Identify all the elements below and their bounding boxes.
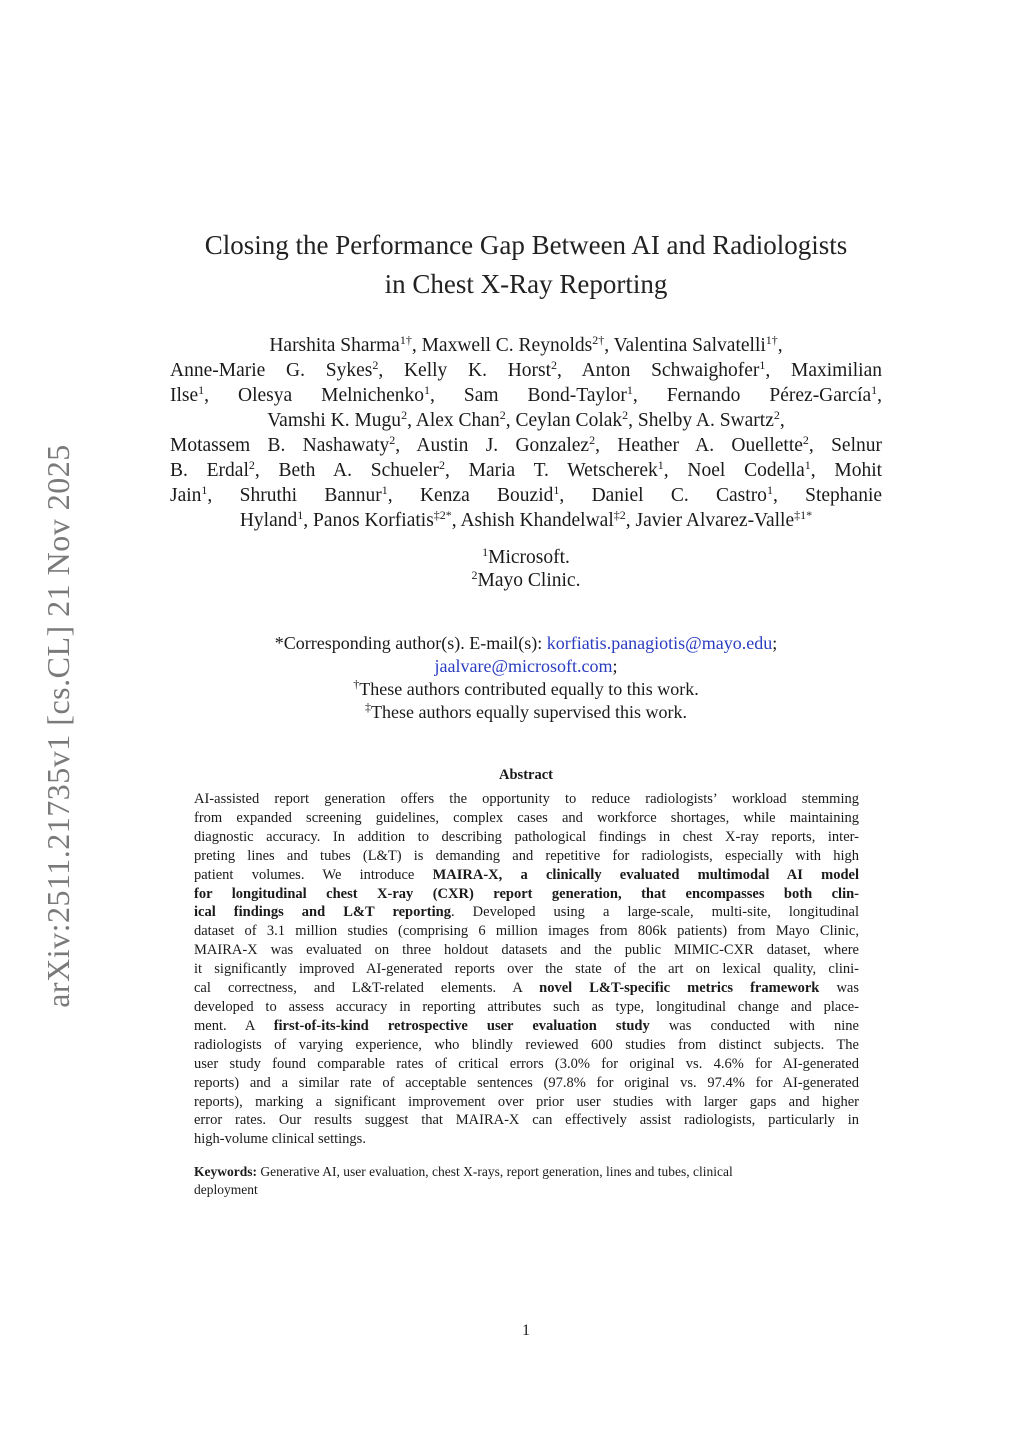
author-line: Vamshi K. Mugu$^2$, Alex Chan$^2$, Ceylan Colak$^2$, Shelby A. Swartz$^2$, (267, 408, 785, 431)
abstract-text: ment. A (194, 1017, 274, 1034)
abstract-heading: Abstract (499, 767, 553, 783)
keywords-block (194, 1163, 859, 1198)
abstract-line (194, 1111, 859, 1130)
abstract-text: high-volume clinical settings. (194, 1131, 366, 1148)
abstract-line (194, 1130, 859, 1149)
author-affiliation-marker: 1 (424, 383, 431, 397)
title-line: in Chest X-Ray Reporting (384, 269, 668, 299)
author-line: Harshita Sharma$^{1\dagger}$, Maxwell C. Reynolds$^{2\dagger}$, Valentina Salvatelli$^{1\dagger}$, (269, 333, 783, 356)
author-list (170, 333, 882, 533)
author-name: Ashish Khandelwal (460, 510, 614, 531)
author-affiliation-marker: 1 (766, 483, 773, 497)
equal-supervision-note (170, 701, 882, 724)
email-link-korfiatis[interactable]: korfiatis.panagiotis@mayo.edu (546, 633, 773, 653)
author-name: Stephanie (805, 485, 883, 506)
author-affiliation-marker: 1 (553, 483, 560, 497)
author-affiliation-marker: 1 (381, 483, 388, 497)
abstract-line (194, 922, 859, 941)
abstract-text: radiologists of varying experience, who blindly reviewed 600 studies from distinct subjects. The (194, 1036, 859, 1053)
correspondence-line (170, 632, 882, 655)
abstract-text: error rates. Our results suggest that MAIRA-X can effectively assist radiologists, particularly in (194, 1112, 859, 1129)
affiliation-mayo (170, 569, 882, 592)
email-link-jaalvare[interactable]: jaalvare@microsoft.com (434, 656, 613, 676)
abstract-text: preting lines and tubes (L&T) is demanding and repetitive for radiologists, especially with high (194, 847, 859, 864)
affiliation-marker: 2 (471, 568, 478, 582)
abstract-emphasis: ical findings and L&T reporting (194, 904, 451, 921)
author-name: Shelby A. Swartz (637, 410, 774, 431)
abstract-line (194, 1017, 859, 1036)
author-affiliation-marker: 1 (198, 383, 205, 397)
author-affiliation-marker: 2 (248, 458, 255, 472)
author-line: Hyland$^1$, Panos Korfiatis$^{\ddagger 2*}$, Ashish Khandelwal$^{\ddagger 2}$, Javier Alvarez-Valle$^{\ddagger 1*}$ (239, 508, 813, 531)
author-affiliation-marker: 2 (773, 408, 780, 422)
abstract-line (194, 1074, 859, 1093)
paper-title (150, 226, 902, 304)
author-line: Motassem B. Nashawaty$^2$, Austin J. Gonzalez$^2$, Heather A. Ouellette$^2$, Selnur (170, 433, 882, 456)
abstract-line (194, 866, 859, 885)
author-affiliation-marker: 1† (765, 333, 778, 347)
affiliation-marker: 1 (482, 545, 489, 559)
author-name: Kenza Bouzid (419, 485, 554, 506)
author-name: Vamshi K. Mugu (267, 410, 402, 431)
abstract-line (194, 809, 859, 828)
author-affiliation-marker: 2 (499, 408, 506, 422)
author-name: Maria T. Wetscherek (468, 460, 658, 481)
author-name: Maximilian (791, 360, 883, 381)
author-name: Motassem B. Nashawaty (170, 435, 390, 456)
abstract-line (194, 960, 859, 979)
author-name: Beth A. Schueler (278, 460, 439, 481)
separator: ; (612, 656, 618, 676)
double-dagger-mark: ‡ (365, 700, 372, 714)
author-name: Kelly K. Horst (403, 360, 552, 381)
abstract-text: MAIRA-X was evaluated on three holdout datasets and the public MIMIC-CXR dataset, where (194, 942, 859, 959)
affiliation-name: Microsoft. (488, 547, 570, 568)
author-name: Panos Korfiatis (313, 510, 434, 531)
abstract-text: patient volumes. We introduce (194, 866, 433, 883)
author-name: Harshita Sharma (269, 335, 400, 356)
author-affiliation-marker: 1 (804, 458, 811, 472)
abstract-text: . Developed using a large-scale, multi-site, longitudinal (450, 904, 859, 921)
abstract-emphasis: for longitudinal chest X-ray (CXR) report generation, that encompasses both clin- (194, 885, 859, 902)
author-name: Valentina Salvatelli (613, 335, 766, 356)
abstract-emphasis: novel L&T-specific metrics framework (539, 980, 820, 997)
author-affiliation-marker: 1 (626, 383, 633, 397)
abstract-line (194, 903, 859, 922)
author-name: Olesya Melnichenko (238, 385, 425, 406)
keywords-line: deployment (194, 1181, 258, 1197)
abstract-line (194, 1055, 859, 1074)
keywords-label: Keywords: (194, 1164, 257, 1179)
author-affiliation-marker: 1 (297, 508, 304, 522)
author-affiliation-marker: 2 (389, 433, 396, 447)
author-affiliation-marker: 2 (401, 408, 408, 422)
author-name: Fernando Pérez-García (666, 385, 872, 406)
author-affiliation-marker: 1 (201, 483, 208, 497)
abstract-text: AI-assisted report generation offers the opportunity to reduce radiologists’ workload stemming (194, 791, 859, 807)
correspondence-block (170, 632, 882, 724)
author-name: Ceylan Colak (515, 410, 623, 431)
author-name: Anne-Marie G. Sykes (170, 360, 373, 381)
author-affiliation-marker: 2 (551, 358, 558, 372)
keywords-line (194, 1163, 859, 1181)
note-text: These authors contributed equally to this work. (359, 679, 699, 699)
author-affiliation-marker: 1 (657, 458, 664, 472)
title-line: Closing the Performance Gap Between AI and Radiologists (204, 230, 848, 260)
affiliation-microsoft (170, 546, 882, 569)
abstract-body (194, 790, 859, 1149)
abstract-line (194, 847, 859, 866)
abstract-line (194, 885, 859, 904)
abstract-line (194, 1036, 859, 1055)
abstract-text: reports) and a similar rate of acceptable sentences (97.8% for original vs. 97.4% for AI-generated (194, 1074, 859, 1091)
abstract-line (194, 790, 859, 809)
author-name: Maxwell C. Reynolds (421, 335, 593, 356)
author-name: Hyland (239, 510, 298, 531)
author-name: Alex Chan (415, 410, 500, 431)
author-affiliation-marker: ‡2 (613, 508, 626, 522)
author-name: Selnur (831, 435, 882, 456)
abstract-line (194, 998, 859, 1017)
abstract-line (194, 941, 859, 960)
abstract-text: user study found comparable rates of critical errors (3.0% for original vs. 4.6% for AI-generated (194, 1055, 859, 1072)
author-line: Ilse$^1$, Olesya Melnichenko$^1$, Sam Bond-Taylor$^1$, Fernando Pérez-García$^1$, (170, 383, 883, 406)
author-affiliation-marker: 2 (622, 408, 629, 422)
author-name: Sam Bond-Taylor (463, 385, 627, 406)
author-affiliation-marker: ‡1* (794, 508, 813, 522)
author-affiliation-marker: 2 (802, 433, 809, 447)
note-text: These authors equally supervised this work. (371, 702, 687, 722)
correspondence-prefix: *Corresponding author(s). E-mail(s): (274, 633, 547, 653)
author-affiliation-marker: 2 (438, 458, 445, 472)
page-number: 1 (522, 1322, 530, 1339)
abstract-emphasis: first-of-its-kind retrospective user evaluation study (273, 1017, 650, 1034)
author-affiliation-marker: 2† (592, 333, 605, 347)
author-name: Noel Codella (687, 460, 805, 481)
equal-contribution-note (170, 678, 882, 701)
correspondence-line (170, 655, 882, 678)
author-name: Austin J. Gonzalez (416, 435, 590, 456)
author-name: Jain (170, 485, 202, 506)
abstract-text: developed to assess accuracy in reporting attributes such as type, longitudinal change and place- (194, 998, 859, 1015)
author-name: Shruthi Bannur (239, 485, 382, 506)
author-line: Jain$^1$, Shruthi Bannur$^1$, Kenza Bouzid$^1$, Daniel C. Castro$^1$, Stephanie (170, 483, 883, 506)
separator: ; (772, 633, 778, 653)
abstract-text: diagnostic accuracy. In addition to describing pathological findings in chest X-ray reports, inter- (194, 828, 859, 845)
dagger-mark: † (353, 677, 360, 691)
abstract-text: from expanded screening guidelines, complex cases and workforce shortages, while maintaining (194, 809, 859, 826)
author-line: Anne-Marie G. Sykes$^2$, Kelly K. Horst$^2$, Anton Schwaighofer$^1$, Maximilian (170, 358, 883, 381)
author-name: Mohit (834, 460, 883, 481)
author-affiliation-marker: 2 (372, 358, 379, 372)
author-name: Javier Alvarez-Valle (635, 510, 795, 531)
author-name: Anton Schwaighofer (581, 360, 760, 381)
affiliation-name: Mayo Clinic. (477, 570, 581, 591)
abstract-emphasis: MAIRA-X, a clinically evaluated multimodal AI model (432, 866, 859, 883)
abstract-text: was (819, 980, 859, 997)
author-name: Heather A. Ouellette (617, 435, 803, 456)
keywords-text: Generative AI, user evaluation, chest X-rays, report generation, lines and tubes, clinical (257, 1164, 733, 1179)
author-affiliation-marker: 1† (399, 333, 412, 347)
abstract-text: was conducted with nine (649, 1017, 859, 1034)
arxiv-identifier: arXiv:2511.21735v1 [cs.CL] 21 Nov 2025 (40, 444, 76, 1008)
author-name: B. Erdal (170, 460, 249, 481)
author-affiliation-marker: 2 (589, 433, 596, 447)
abstract-text: cal correctness, and L&T-related elements. A (194, 980, 540, 997)
abstract-line (194, 828, 859, 847)
abstract-text: dataset of 3.1 million studies (comprising 6 million images from 806k patients) from Mayo Clinic, (194, 923, 859, 940)
abstract-line (194, 1093, 859, 1112)
author-affiliation-marker: ‡2* (433, 508, 452, 522)
author-line: B. Erdal$^2$, Beth A. Schueler$^2$, Maria T. Wetscherek$^1$, Noel Codella$^1$, Mohit (170, 458, 883, 481)
author-name: Daniel C. Castro (591, 485, 767, 506)
author-affiliation-marker: 1 (871, 383, 878, 397)
abstract-text: reports), marking a significant improvement over prior user studies with larger gaps and higher (194, 1093, 859, 1110)
abstract-line (194, 979, 859, 998)
author-name: Ilse (170, 385, 199, 406)
author-affiliation-marker: 1 (759, 358, 766, 372)
abstract-text: it significantly improved AI-generated reports over the state of the art on lexical quality, clini- (194, 961, 859, 978)
